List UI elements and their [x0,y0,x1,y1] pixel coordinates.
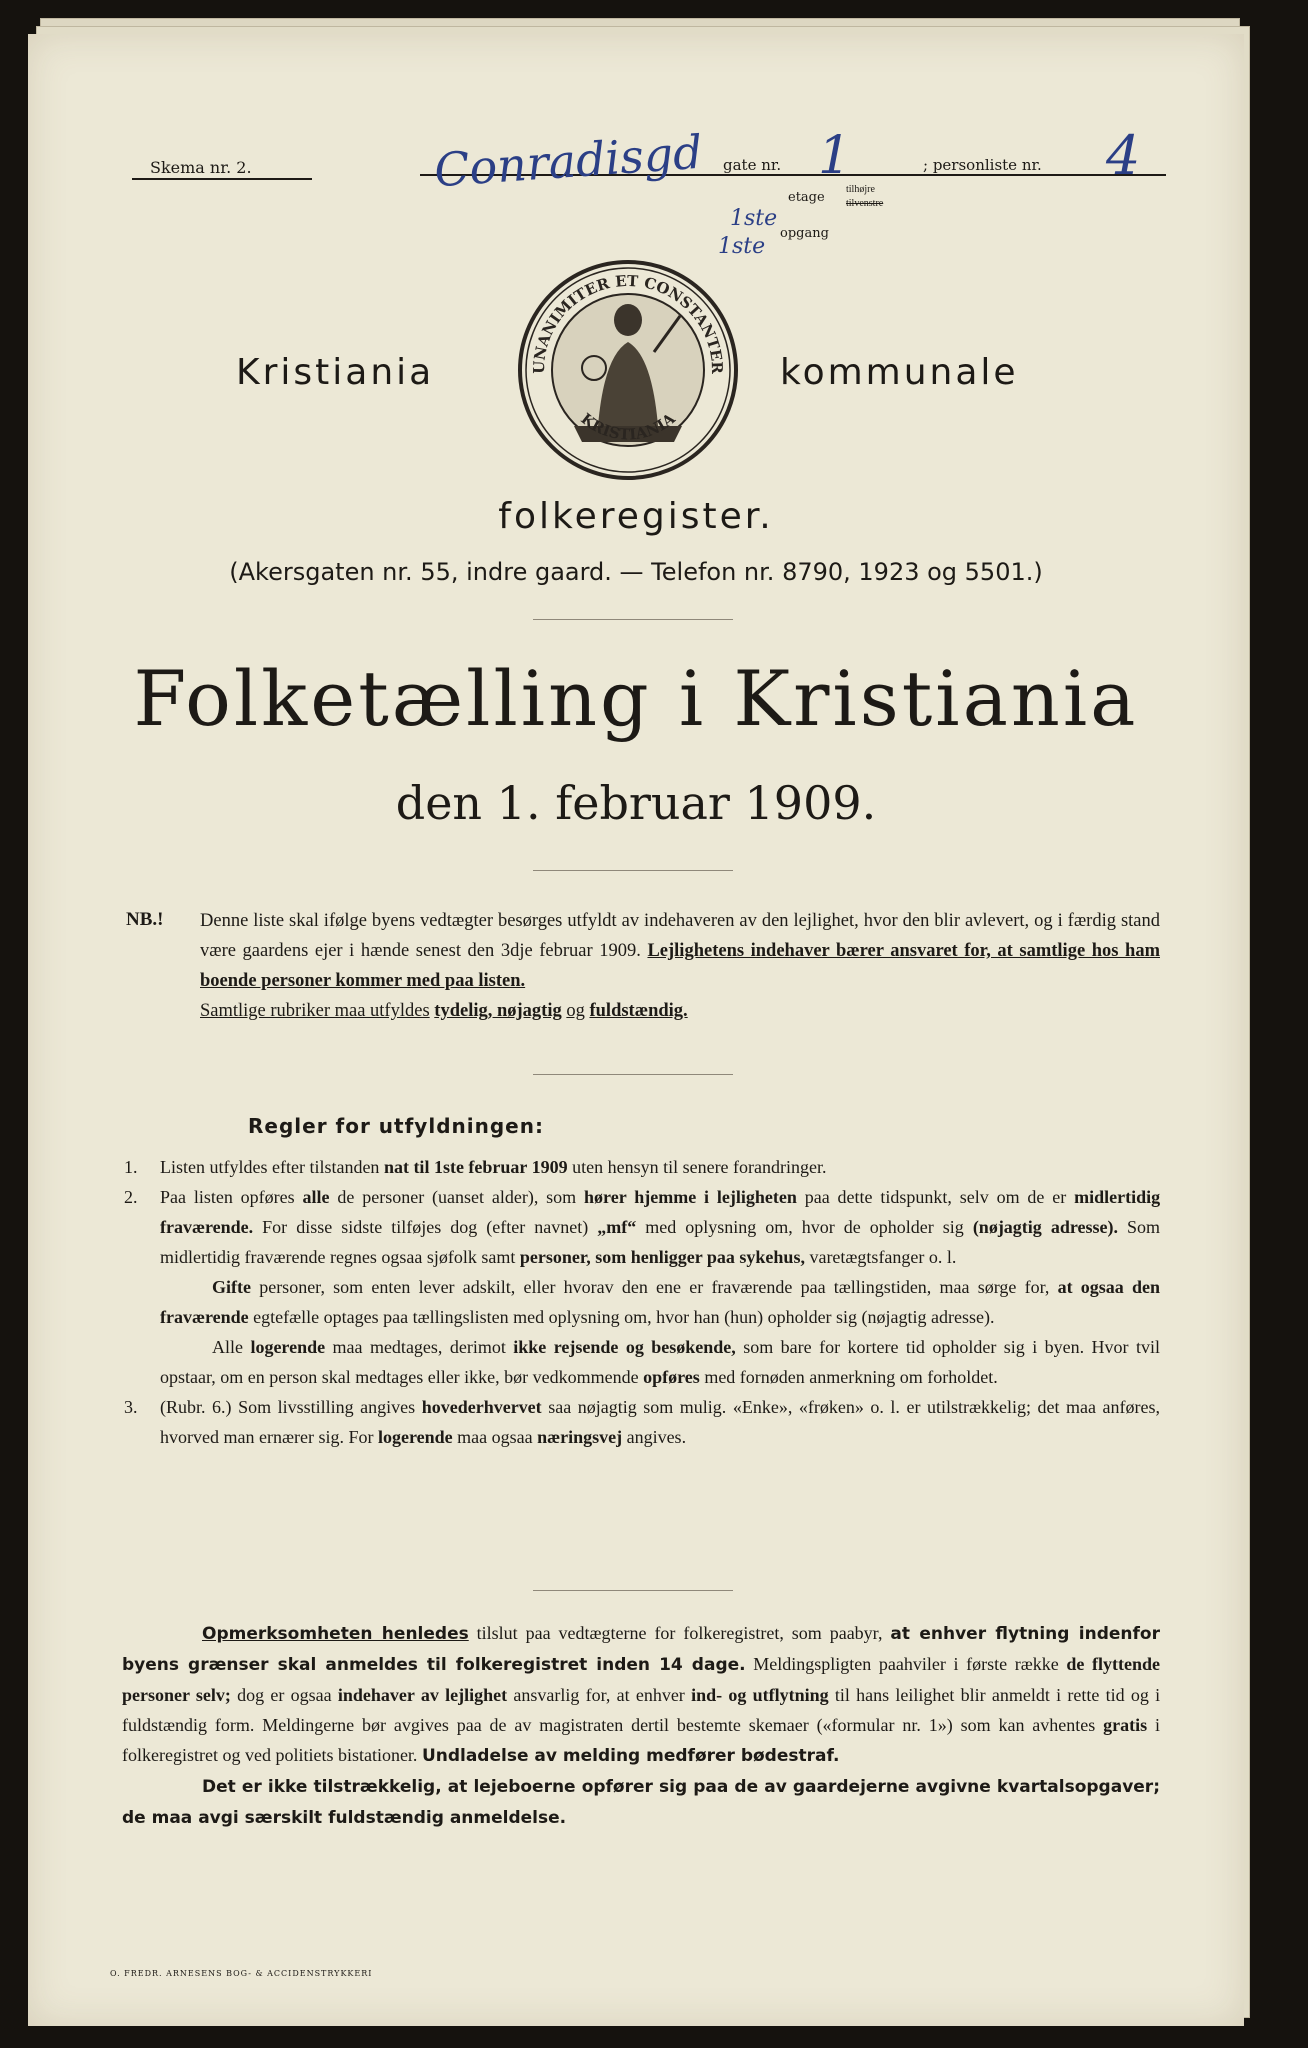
rule-text: maa ogsaa [457,1427,533,1447]
masthead-folkeregister: folkeregister. [498,496,774,537]
rule-text: maa medtages, derimot [332,1337,506,1357]
rule-emphasis: logerende [377,1427,453,1447]
rule-text: egtefælle optages paa tællingslisten med oplysning om, hvor han (hun) opholder sig (nøjagtig adresse). [253,1307,995,1327]
notice-emphasis: at enhver flytning indenfor byens grænser skal anmeldes til folkeregistret inden 14 dage. [122,1624,1160,1675]
notice-text: tilslut paa vedtægterne for folkeregistret, som paabyr, [476,1623,883,1643]
rule-number: 2. [124,1187,138,1207]
notice-emphasis: Undladelse av melding medfører bødestraf. [421,1746,840,1766]
notice-emphasis: Opmerksomheten henledes [202,1624,469,1644]
gate-number-handwritten: 1 [818,126,852,186]
nb-text-2: Lejlighetens indehaver bærer ansvaret for, at samtlige hos ham boende personer kommer med paa listen. [200,941,1160,991]
rule-text: Som midlertidig fraværende regnes ogsaa sjøfolk samt [160,1217,1161,1267]
etage-label: etage [788,190,825,205]
rule-emphasis: Gifte [212,1277,251,1297]
nb-text-1: Denne liste skal ifølge byens vedtægter besørges utfyldt av indehaveren av den lejlighet, hvor den blir avlevert, og i færdig stand være gaardens ejer i hænde senest den 3dje februar 1909. [200,911,1160,961]
notice-emphasis: de flyttende personer selv; [122,1654,1161,1705]
tilvenstre-label: tilvenstre [846,198,884,209]
notice-emphasis: ind- og utflytning [691,1685,829,1705]
rule-text: som bare for kortere tid opholder sig i byen. Hvor tvil opstaar, om en person skal medtages eller ikke, bør vedkommende [160,1337,1160,1387]
rule-emphasis: (nøjagtig adresse). [972,1217,1118,1237]
notice-emphasis: gratis [1103,1715,1148,1735]
rule-emphasis: hører hjemme i lejligheten [584,1187,797,1207]
rule-emphasis: midlertidig fraværende. [160,1187,1161,1237]
rule-text: Paa listen opføres [160,1187,295,1207]
nb-text-4: tydelig, nøjagtig [434,1001,562,1021]
personliste-number-handwritten: 4 [1106,124,1141,187]
rule-emphasis: opføres [643,1367,700,1387]
rule-emphasis: nat til 1ste februar 1909 [383,1157,568,1177]
rule-text: med fornøden anmerkning om forholdet. [704,1367,998,1387]
nb-text-6: fuldstændig. [589,1001,688,1021]
seal-text-top: UNANIMITER ET CONSTANTER [529,271,727,375]
divider [533,870,733,871]
etage-handwritten: 1ste [730,206,778,231]
rule-number: 3. [124,1397,138,1417]
notice-text: dog er ogsaa [237,1685,332,1705]
rule-text: de personer (uanset alder), som [337,1187,577,1207]
rule-text: saa nøjagtig som mulig. «Enke», «frøken» o. l. er utilstrækkelig; det maa anføres, hvorved man ernærer sig. For [160,1397,1161,1447]
rule-item [124,1182,1160,1392]
rule-text: uten hensyn til senere forandringer. [572,1157,827,1177]
seal-text-bottom: KRISTIANIA [577,409,679,444]
divider [533,1590,733,1591]
masthead-right: kommunale [780,352,1019,393]
rules-list [124,1152,1160,1452]
masthead-address: (Akersgaten nr. 55, indre gaard. — Telefon nr. 8790, 1923 og 5501.) [229,558,1043,586]
divider [533,619,733,620]
rule-text: angives. [626,1427,687,1447]
rule-text: (Rubr. 6.) Som livsstilling angives [160,1397,416,1417]
rule-emphasis: ikke rejsende og besøkende, [513,1337,736,1357]
notice-text: Meldingspligten paahviler i første række [753,1654,1059,1674]
nb-text-3: Samtlige rubriker maa utfyldes [200,1001,430,1021]
divider [533,1074,733,1075]
rule-text: Listen utfyldes efter tilstanden [160,1157,380,1177]
rule-text: For disse sidste tilføjes dog (efter navnet) [262,1217,589,1237]
notice-paragraph [122,1618,1160,1833]
rule-emphasis: „mf“ [597,1217,637,1237]
skema-underline [132,178,312,180]
rule-text: paa dette tidspunkt, selv om de er [804,1187,1067,1207]
census-form-page [28,34,1244,2026]
nb-paragraph [200,906,1160,1026]
rule-emphasis: alle [302,1187,330,1207]
rule-text: varetægtsfanger o. l. [809,1247,957,1267]
masthead-left: Kristiania [236,352,435,393]
notice-final-sentence: Det er ikke tilstrækkelig, at lejeboerne opfører sig paa de av gaardejerne avgivne kvartalsopgaver; de maa avgi særskilt fuldstændig anmeldelse. [122,1777,1160,1828]
kristiania-seal-icon [514,256,742,484]
rule-emphasis: logerende [250,1337,326,1357]
document-subtitle: den 1. februar 1909. [395,776,877,830]
rule-item [124,1152,1160,1182]
nb-text-5: og [566,1001,585,1021]
notice-emphasis: indehaver av lejlighet [337,1685,508,1705]
gate-label: gate nr. [723,156,782,174]
street-handwritten: Conradisgd [432,124,705,198]
rule-text: personer, som enten lever adskilt, eller hvorav den ene er fraværende paa tællingstiden, maa sørge for, [259,1277,1050,1297]
opgang-label: opgang [780,226,829,241]
nb-label: NB.! [126,909,164,930]
document-title: Folketælling i Kristiania [133,654,1139,743]
rule-emphasis: hovederhvervet [421,1397,542,1417]
printer-imprint: O. FREDR. ARNESENS BOG- & ACCIDENSTRYKKERI [110,1969,373,1978]
rule-number: 1. [124,1157,138,1177]
notice-text: i folkeregistret og ved politiets bistationer. [122,1715,1161,1765]
skema-number: Skema nr. 2. [150,158,252,177]
personliste-label: ; personliste nr. [923,156,1042,174]
notice-text: ansvarlig for, at enhver [513,1685,685,1705]
rule-item [124,1392,1160,1452]
notice-text: til hans leilighet blir anmeldt i rette tid og i fuldstændig form. Meldingerne bør avgives paa de av magistraten dertil bestemte skemaer («formular nr. 1») som kan avhentes [122,1685,1161,1735]
rule-emphasis: personer, som henligger paa sykehus, [519,1247,805,1267]
rule-emphasis: næringsvej [537,1427,623,1447]
opgang-handwritten: 1ste [718,234,766,259]
rules-heading: Regler for utfyldningen: [248,1114,544,1138]
rule-text: med oplysning om, hvor de opholder sig [645,1217,964,1237]
rule-emphasis: at ogsaa den fraværende [160,1277,1161,1327]
tilhoire-label: tilhøjre [846,184,875,195]
rule-text: Alle [212,1337,243,1357]
